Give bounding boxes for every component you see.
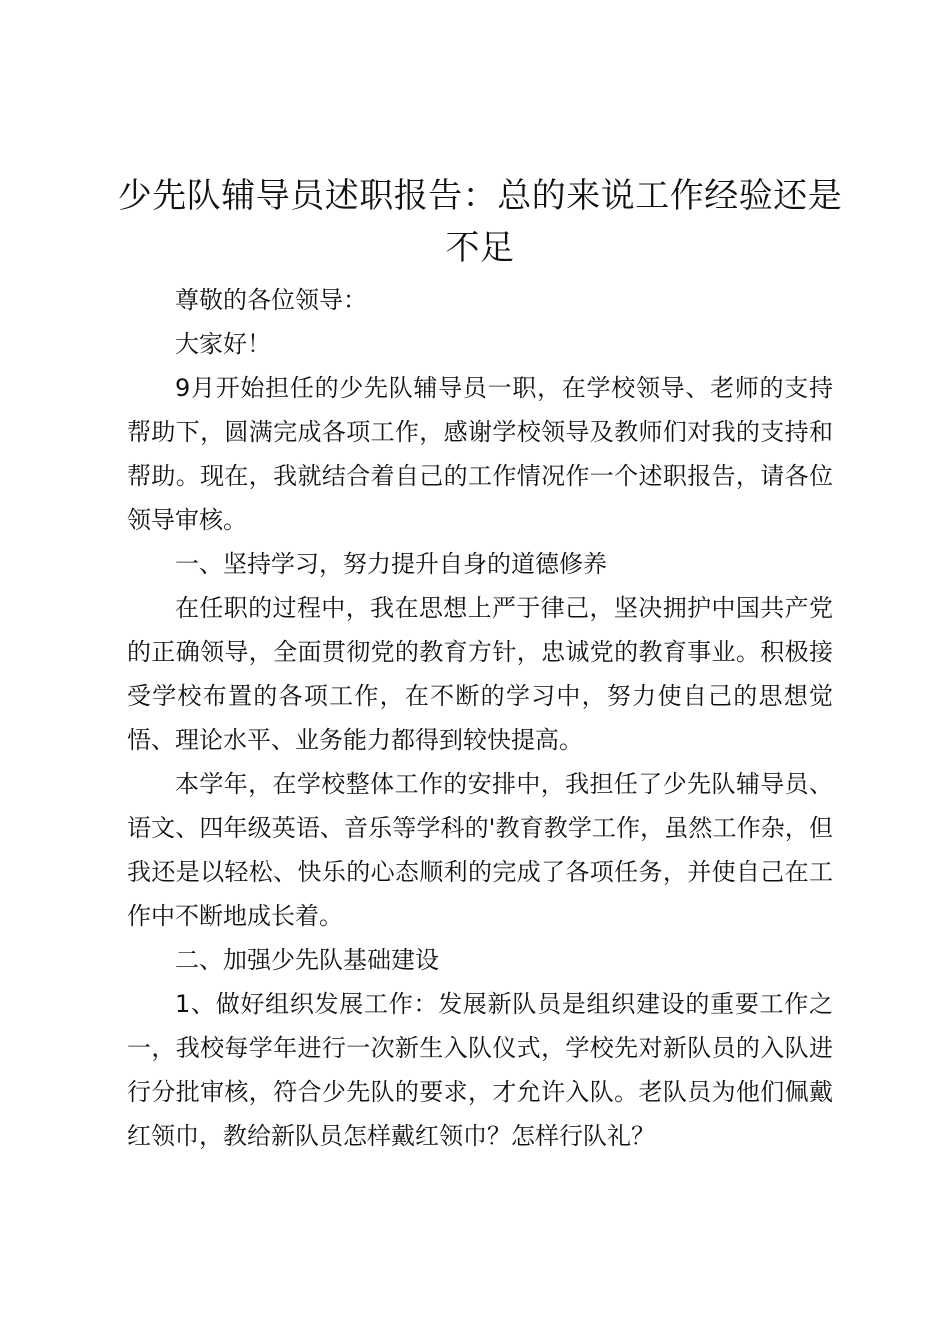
section-heading-2: 二、加强少先队基础建设 — [175, 946, 439, 974]
body-paragraph: 1、做好组织发展工作：发展新队员是组织建设的重要工作之一，我校每学年进行一次新生入队仪式，学校先对新队员的入队进行分批审核，符合少先队的要求，才允许入队。老队员为他们佩戴红领巾，教给新队员怎样戴红领巾？怎样行队礼？ — [127, 990, 833, 1150]
document-body — [127, 278, 833, 1158]
salutation: 尊敬的各位领导： — [175, 286, 367, 314]
intro-paragraph: 9月开始担任的少先队辅导员一职，在学校领导、老师的支持帮助下，圆满完成各项工作，感谢学校领导及教师们对我的支持和帮助。现在，我就结合着自己的工作情况作一个述职报告，请各位领导审核。 — [127, 374, 833, 534]
document-title: 少先队辅导员述职报告：总的来说工作经验还是不足 — [117, 176, 843, 268]
body-paragraph: 在任职的过程中，我在思想上严于律己，坚决拥护中国共产党的正确领导，全面贯彻党的教育方针，忠诚党的教育事业。积极接受学校布置的各项工作，在不断的学习中，努力使自己的思想觉悟、理论水平、业务能力都得到较快提高。 — [127, 594, 833, 754]
section-heading-1: 一、坚持学习，努力提升自身的道德修养 — [175, 550, 607, 578]
greeting: 大家好！ — [175, 330, 271, 358]
body-paragraph: 本学年，在学校整体工作的安排中，我担任了少先队辅导员、语文、四年级英语、音乐等学科的'教育教学工作，虽然工作杂，但我还是以轻松、快乐的心态顺利的完成了各项任务，并使自己在工作中不断地成长着。 — [127, 770, 833, 930]
